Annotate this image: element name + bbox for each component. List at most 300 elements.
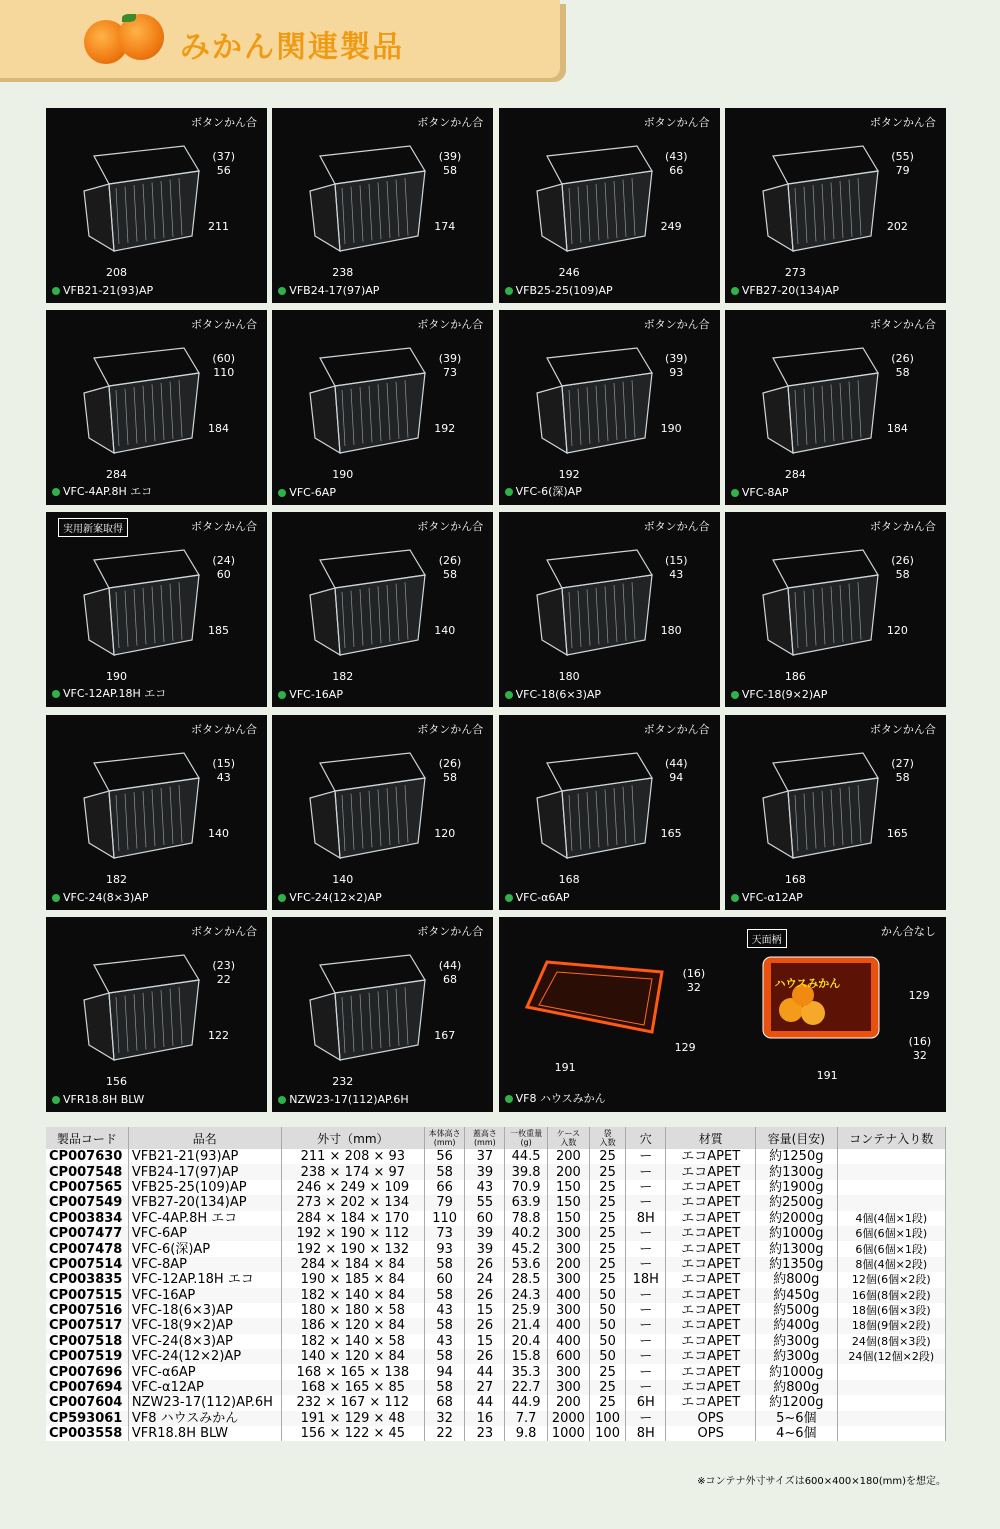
height-dimension: (26) 58 [891,554,914,582]
table-cell: 284 × 184 × 170 [281,1211,424,1226]
table-cell: VFC-4AP.8H エコ [128,1211,281,1226]
height-dimension: (44) 68 [438,958,462,986]
table-cell: 約2000g [756,1211,837,1226]
table-cell: 55 [465,1195,505,1210]
table-cell: 4~6個 [756,1426,837,1441]
table-cell: 15 [465,1334,505,1349]
lock-type-label: ボタンかん合 [869,116,936,129]
table-cell: 182 × 140 × 58 [281,1334,424,1349]
table-cell: ー [626,1241,666,1256]
table-cell: 300 [547,1303,589,1318]
table-cell: VFC-24(12×2)AP [128,1349,281,1364]
column-header: 外寸（mm） [281,1127,424,1149]
lid-width-dimension: 191 [816,1068,838,1082]
container-image [527,338,657,458]
table-cell [837,1180,945,1195]
table-cell: 300 [547,1241,589,1256]
depth-dimension: 190 [660,422,682,436]
table-cell: 70.9 [505,1180,547,1195]
table-cell [837,1395,945,1410]
table-cell: 58 [425,1257,465,1272]
table-cell: エコAPET [666,1164,756,1179]
height-dimension: (24) 60 [212,554,235,582]
table-cell: OPS [666,1426,756,1441]
table-cell: 93 [425,1241,465,1256]
product-name: VFC-12AP.18H エコ [52,685,166,701]
table-row [46,1364,946,1379]
product-name: VFB27-20(134)AP [731,284,839,297]
table-cell: 25 [590,1257,626,1272]
width-dimension: 190 [106,670,127,684]
container-image [300,338,430,458]
table-cell: ー [626,1364,666,1379]
table-cell: 27 [465,1380,505,1395]
table-cell: 23 [465,1426,505,1441]
column-header: ケース 入数 [547,1127,589,1149]
product-photo-cell [499,108,720,303]
table-cell: 2000 [547,1411,589,1426]
table-cell: 400 [547,1334,589,1349]
table-cell: 約1900g [756,1180,837,1195]
table-cell: エコAPET [666,1180,756,1195]
table-cell: VFB21-21(93)AP [128,1149,281,1164]
table-cell: 168 × 165 × 85 [281,1380,424,1395]
container-image [527,743,657,863]
table-cell: 25 [590,1395,626,1410]
lock-type-label: ボタンかん合 [417,520,484,534]
table-cell: 50 [590,1303,626,1318]
table-cell: エコAPET [666,1395,756,1410]
table-cell: CP007514 [46,1257,128,1272]
table-cell: 約400g [756,1318,837,1333]
table-cell: VFB24-17(97)AP [128,1164,281,1179]
container-image [527,136,657,256]
table-cell: VFC-α6AP [128,1364,281,1379]
table-cell [837,1149,945,1164]
table-cell: 約1250g [756,1149,837,1164]
table-cell: 25 [590,1380,626,1395]
column-header: 材質 [666,1127,756,1149]
table-cell: VFR18.8H BLW [128,1426,281,1441]
table-cell: エコAPET [666,1272,756,1287]
table-cell: 43 [425,1334,465,1349]
table-cell: 39 [465,1164,505,1179]
table-cell: CP003558 [46,1426,128,1441]
lid-pattern-badge: 天面柄 [747,929,787,948]
width-dimension: 232 [332,1074,354,1088]
lock-type-label: ボタンかん合 [191,318,257,332]
table-cell: 100 [590,1426,626,1441]
table-cell: 150 [547,1180,589,1195]
lock-type-label: ボタンかん合 [417,924,484,938]
depth-dimension: 174 [434,220,456,233]
table-cell: 191 × 129 × 48 [281,1411,424,1426]
table-cell: ー [626,1288,666,1303]
product-name: VFB25-25(109)AP [505,284,613,297]
table-cell: CP007478 [46,1241,128,1256]
table-cell: 25 [590,1164,626,1179]
width-dimension: 180 [558,670,580,684]
width-dimension: 192 [558,468,580,482]
height-dimension: (26) 58 [438,554,462,582]
product-name: VFC-6AP [278,486,336,499]
table-cell: 22.7 [505,1380,547,1395]
width-dimension: 284 [106,468,127,482]
table-cell: 9.8 [505,1426,547,1441]
container-image [300,743,430,863]
product-name: VFC-24(12×2)AP [278,891,381,904]
table-cell: 26 [465,1318,505,1333]
table-cell: CP007515 [46,1288,128,1303]
footnote: ※コンテナ外寸サイズは600×400×180(mm)を想定。 [697,1476,946,1487]
depth-dimension: 180 [660,624,682,638]
table-cell: 232 × 167 × 112 [281,1395,424,1410]
depth-dimension: 165 [660,826,682,840]
lock-type-label: ボタンかん合 [869,722,936,736]
table-cell: VFC-24(8×3)AP [128,1334,281,1349]
table-cell: 15.8 [505,1349,547,1364]
table-cell: CP007630 [46,1149,128,1164]
depth-dimension: 184 [886,422,908,436]
product-photo-cell [499,512,720,707]
table-cell: 22 [425,1426,465,1441]
product-name: VFC-6(深)AP [505,483,582,499]
container-image [527,540,657,660]
height-dimension: (23) 22 [212,958,235,986]
table-cell: CP003834 [46,1211,128,1226]
table-cell: エコAPET [666,1349,756,1364]
table-row [46,1272,946,1287]
table-cell: 約800g [756,1272,837,1287]
table-cell: 180 × 180 × 58 [281,1303,424,1318]
lock-type-label: ボタンかん合 [191,520,257,534]
table-cell: 8個(4個×2段) [837,1257,945,1272]
table-cell: エコAPET [666,1364,756,1379]
table-cell: 50 [590,1334,626,1349]
table-cell: 192 × 190 × 112 [281,1226,424,1241]
table-cell: CP007516 [46,1303,128,1318]
lock-type-label: ボタンかん合 [643,116,710,129]
column-header: 品名 [128,1127,281,1149]
table-cell: 58 [425,1318,465,1333]
table-cell: 150 [547,1211,589,1226]
product-name: VFC-18(9×2)AP [731,688,827,701]
product-photo-cell [725,108,946,303]
table-cell: 25 [590,1180,626,1195]
depth-dimension: 211 [208,220,229,233]
table-cell: 200 [547,1149,589,1164]
depth-dimension: 165 [886,826,908,840]
table-cell: ー [626,1226,666,1241]
depth-dimension: 249 [660,220,682,233]
height-dimension: (26) 58 [438,756,462,784]
table-cell: 211 × 208 × 93 [281,1149,424,1164]
table-cell: 50 [590,1349,626,1364]
height-dimension: (27) 58 [891,756,914,784]
table-row [46,1164,946,1179]
width-dimension: 182 [332,670,354,684]
table-cell: 約1000g [756,1364,837,1379]
table-cell: CP007517 [46,1318,128,1333]
depth-dimension: 120 [886,624,908,638]
product-photo-cell-wide [499,917,946,1112]
table-cell: 25 [590,1272,626,1287]
container-image [300,136,430,256]
height-dimension: (15) 43 [212,756,235,784]
product-photo-cell [46,512,267,707]
depth-dimension: 167 [434,1028,456,1042]
table-cell: 25 [590,1195,626,1210]
height-dimension: (37) 56 [212,150,235,177]
table-cell: 284 × 184 × 84 [281,1257,424,1272]
table-cell: 58 [425,1164,465,1179]
table-cell: 39 [465,1226,505,1241]
table-cell: 200 [547,1257,589,1272]
product-photo-cell [46,917,267,1112]
table-row [46,1195,946,1210]
table-cell: 約800g [756,1380,837,1395]
lock-type-label: ボタンかん合 [643,722,710,736]
table-cell: 25 [590,1211,626,1226]
depth-dimension: 185 [208,624,229,638]
table-cell: ー [626,1180,666,1195]
product-photo-cell [272,108,493,303]
table-cell: 25 [590,1149,626,1164]
table-cell: 300 [547,1226,589,1241]
table-cell: 66 [425,1180,465,1195]
lock-type-label: ボタンかん合 [417,318,484,332]
table-cell: 16個(8個×2段) [837,1288,945,1303]
product-name: VFR18.8H BLW [52,1093,144,1106]
product-name: VFC-α6AP [505,891,570,904]
table-cell: 50 [590,1288,626,1303]
lock-type-label: ボタンかん合 [417,722,484,736]
table-cell: 24 [465,1272,505,1287]
table-cell: 79 [425,1195,465,1210]
depth-dimension: 122 [208,1028,229,1042]
depth-dimension: 192 [434,422,456,436]
table-row [46,1241,946,1256]
lock-type-label: ボタンかん合 [191,924,257,938]
table-cell: 26 [465,1288,505,1303]
table-cell: 20.4 [505,1334,547,1349]
table-cell: 1000 [547,1426,589,1441]
table-cell: 110 [425,1211,465,1226]
container-image [300,540,430,660]
lock-type-label: ボタンかん合 [191,116,257,129]
product-name: NZW23-17(112)AP.6H [278,1093,408,1106]
table-cell [837,1364,945,1379]
table-cell: 190 × 185 × 84 [281,1272,424,1287]
table-cell: 238 × 174 × 97 [281,1164,424,1179]
depth-dimension: 184 [208,422,229,436]
product-photo-cell [725,310,946,505]
table-cell: CP007696 [46,1364,128,1379]
table-cell: 56 [425,1149,465,1164]
table-cell: エコAPET [666,1257,756,1272]
table-cell: 6H [626,1395,666,1410]
lock-type-label: ボタンかん合 [417,116,484,129]
table-cell: 21.4 [505,1318,547,1333]
table-cell: 8H [626,1211,666,1226]
column-header: 袋 入数 [590,1127,626,1149]
table-cell: VFC-8AP [128,1257,281,1272]
table-cell: 150 [547,1195,589,1210]
table-cell: 24個(12個×2段) [837,1349,945,1364]
product-photo-cell [725,715,946,910]
product-photo-cell [725,512,946,707]
lock-type-label: かん合なし [880,924,936,938]
table-cell: VFB27-20(134)AP [128,1195,281,1210]
column-header: 本体高さ (mm) [425,1127,465,1149]
table-cell: 約2500g [756,1195,837,1210]
table-cell: 53.6 [505,1257,547,1272]
table-cell: 400 [547,1318,589,1333]
table-cell: エコAPET [666,1241,756,1256]
height-dimension: (39) 93 [665,352,688,380]
table-cell: 300 [547,1272,589,1287]
table-cell: CP007477 [46,1226,128,1241]
product-photo-cell [499,715,720,910]
table-cell: 18個(6個×3段) [837,1303,945,1318]
table-cell: 43 [465,1180,505,1195]
orange-tray-image [517,947,677,1057]
table-cell: 186 × 120 × 84 [281,1318,424,1333]
table-cell: ー [626,1411,666,1426]
table-cell: 35.3 [505,1364,547,1379]
product-name: VFC-α12AP [731,891,803,904]
table-cell: 約300g [756,1334,837,1349]
table-cell: 7.7 [505,1411,547,1426]
height-dimension: (44) 94 [665,756,688,784]
table-cell: VFC-α12AP [128,1380,281,1395]
table-cell: 273 × 202 × 134 [281,1195,424,1210]
table-cell: 45.2 [505,1241,547,1256]
container-image [74,945,204,1065]
depth-dimension: 202 [886,220,908,233]
table-row [46,1149,946,1164]
spec-table [46,1127,946,1441]
table-cell: 39 [465,1241,505,1256]
table-cell: エコAPET [666,1303,756,1318]
table-cell: ー [626,1349,666,1364]
table-cell: 58 [425,1380,465,1395]
table-cell: VF8 ハウスみかん [128,1411,281,1426]
container-image [74,540,204,660]
table-cell: 約1000g [756,1226,837,1241]
table-cell: CP593061 [46,1411,128,1426]
table-cell: ー [626,1149,666,1164]
table-cell: OPS [666,1411,756,1426]
table-cell: 16 [465,1411,505,1426]
table-cell: 18H [626,1272,666,1287]
table-row [46,1318,946,1333]
table-cell: 300 [547,1364,589,1379]
product-name: VFB24-17(97)AP [278,284,379,297]
width-dimension: 284 [784,468,806,482]
height-dimension: (26) 58 [891,352,914,380]
table-cell: 25 [590,1226,626,1241]
height-dimension: (43) 66 [665,150,688,177]
table-cell: VFC-12AP.18H エコ [128,1272,281,1287]
lid-height-dimension: 129 [908,988,930,1002]
table-row [46,1180,946,1195]
table-cell: 192 × 190 × 132 [281,1241,424,1256]
column-header: 一枚重量 (g) [505,1127,547,1149]
container-image [753,540,883,660]
table-row [46,1226,946,1241]
width-dimension: 208 [106,266,127,279]
table-cell: 68 [425,1395,465,1410]
table-cell: エコAPET [666,1318,756,1333]
width-dimension: 182 [106,872,127,886]
table-cell: ー [626,1380,666,1395]
product-photo-cell [46,310,267,505]
leaf-icon [122,14,136,22]
table-cell: VFC-6(深)AP [128,1241,281,1256]
product-photo-cell [272,512,493,707]
table-cell: エコAPET [666,1288,756,1303]
table-cell: 156 × 122 × 45 [281,1426,424,1441]
table-cell: 24.3 [505,1288,547,1303]
table-cell: 約1350g [756,1257,837,1272]
table-row [46,1303,946,1318]
depth-dimension: 129 [674,1040,696,1054]
product-photo-cell [499,310,720,505]
table-cell: 100 [590,1411,626,1426]
table-cell: ー [626,1303,666,1318]
lock-type-label: ボタンかん合 [191,722,257,736]
table-cell: 44 [465,1364,505,1379]
column-header: 製品コード [46,1127,128,1149]
table-cell [837,1380,945,1395]
lock-type-label: ボタンかん合 [643,520,710,534]
table-cell: 182 × 140 × 84 [281,1288,424,1303]
table-cell: 40.2 [505,1226,547,1241]
table-cell: 44 [465,1395,505,1410]
table-cell: CP007548 [46,1164,128,1179]
table-cell: ー [626,1318,666,1333]
table-cell: 18個(9個×2段) [837,1318,945,1333]
table-cell: 28.5 [505,1272,547,1287]
product-name: VFC-16AP [278,688,343,701]
table-cell: エコAPET [666,1226,756,1241]
depth-dimension: 140 [434,624,456,638]
container-image [753,338,883,458]
table-row [46,1426,946,1441]
table-cell: 約500g [756,1303,837,1318]
table-cell: CP007549 [46,1195,128,1210]
table-cell: 60 [425,1272,465,1287]
table-cell: 12個(6個×2段) [837,1272,945,1287]
width-dimension: 186 [784,670,806,684]
table-cell: 60 [465,1211,505,1226]
table-cell: ー [626,1195,666,1210]
table-cell: 8H [626,1426,666,1441]
depth-dimension: 120 [434,826,456,840]
table-cell: 約1300g [756,1241,837,1256]
table-cell: 78.8 [505,1211,547,1226]
table-cell: 約1200g [756,1395,837,1410]
table-cell [837,1426,945,1441]
table-cell: ー [626,1257,666,1272]
table-cell [837,1411,945,1426]
table-cell: CP003835 [46,1272,128,1287]
table-row [46,1395,946,1410]
table-cell: エコAPET [666,1211,756,1226]
product-name: VF8 ハウスみかん [505,1090,606,1106]
table-cell: 300 [547,1380,589,1395]
